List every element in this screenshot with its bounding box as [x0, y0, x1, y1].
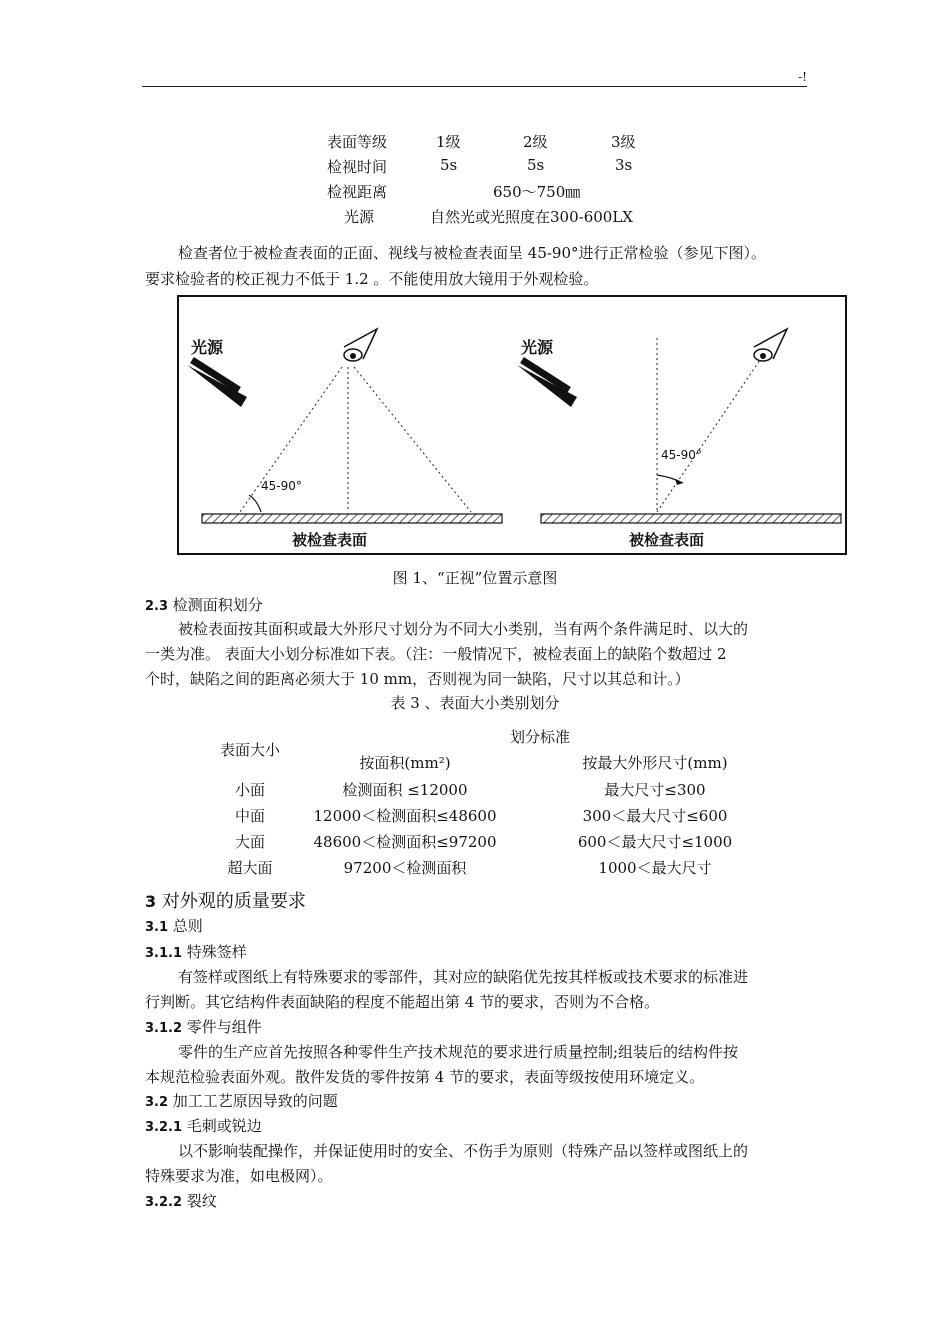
body-line: 零件的生产应首先按照各种零件生产技术规范的要求进行质量控制;组装后的结构件按 — [178, 1043, 739, 1061]
grade-span-cell: 自然光或光照度在300-600LX — [430, 208, 633, 226]
angle-label-left: 45-90° — [261, 479, 302, 493]
light-label-left: 光源 — [191, 338, 224, 357]
section-3-2-1-heading: 3.2.1 毛刺或锐边 — [145, 1117, 262, 1135]
section-3-1-1-heading: 3.1.1 特殊签样 — [145, 943, 247, 961]
grade-row-label: 光源 — [344, 208, 375, 226]
table3-row-dim: 600＜最大尺寸≤1000 — [577, 833, 733, 851]
table3-row-area: 检测面积 ≤12000 — [342, 781, 468, 799]
figure-caption: 图 1、“正视”位置示意图 — [392, 569, 558, 587]
surface-right — [541, 514, 841, 523]
body-line: 个时，缺陷之间的距离必须大于 10 mm，否则视为同一缺陷，尺寸以其总和计。） — [145, 670, 690, 688]
section-3-1-heading: 3.1 总则 — [145, 917, 203, 935]
light-label-right: 光源 — [521, 338, 554, 357]
body-line: 一类为准。 表面大小划分标准如下表。（注：一般情况下，被检表面上的缺陷个数超过 2 — [145, 645, 727, 663]
grade-cell: 3s — [615, 156, 633, 174]
table3-row-name: 大面 — [234, 833, 265, 851]
table3-row-dim: 最大尺寸≤300 — [604, 781, 706, 799]
body-line: 以不影响装配操作，并保证使用时的安全、不伤手为原则（特殊产品以签样或图纸上的 — [178, 1142, 749, 1160]
grade-cell: 3级 — [611, 133, 636, 151]
surface-left — [202, 514, 502, 523]
table3-row-dim: 1000＜最大尺寸 — [598, 859, 712, 877]
table3-row-dim: 300＜最大尺寸≤600 — [582, 807, 728, 825]
table3-row-area: 12000＜检测面积≤48600 — [313, 807, 497, 825]
intro-line: 检查者位于被检查表面的正面、视线与被检查表面呈 45-90°进行正常检验（参见下图）。 — [178, 244, 767, 262]
table3-row-name: 中面 — [234, 807, 265, 825]
table3-row-name: 小面 — [234, 781, 265, 799]
body-line: 特殊要求为准，如电极网）。 — [145, 1167, 333, 1185]
grade-cell: 1级 — [436, 133, 461, 151]
angle-label-right: 45-90° — [661, 448, 702, 462]
section-3-2-heading: 3.2 加工工艺原因导致的问题 — [145, 1092, 338, 1110]
section-3-1-2-heading: 3.1.2 零件与组件 — [145, 1018, 262, 1036]
section-2-3-heading: 2.3 检测面积划分 — [145, 596, 263, 614]
section-3-heading: 3 对外观的质量要求 — [145, 891, 306, 912]
body-line: 被检表面按其面积或最大外形尺寸划分为不同大小类别，当有两个条件满足时、以大的 — [178, 620, 749, 638]
grade-span-cell: 650～750㎜ — [493, 183, 581, 201]
table3-caption: 表 3 、表面大小类别划分 — [390, 694, 560, 712]
viewing-position-figure — [177, 295, 847, 555]
body-line: 有签样或图纸上有特殊要求的零部件，其对应的缺陷优先按其样板或技术要求的标准进 — [178, 968, 749, 986]
surface-label-left: 被检查表面 — [292, 531, 368, 549]
body-line: 行判断。其它结构件表面缺陷的程度不能超出第 4 节的要求，否则为不合格。 — [145, 993, 660, 1011]
page-header-mark: -! — [798, 70, 807, 84]
grade-row-label: 表面等级 — [327, 133, 388, 151]
surface-label-right: 被检查表面 — [629, 531, 705, 549]
grade-row-label: 检视时间 — [327, 158, 388, 176]
grade-cell: 2级 — [523, 133, 548, 151]
intro-line: 要求检验者的校正视力不低于 1.2 。不能使用放大镜用于外观检验。 — [145, 270, 599, 288]
table3-row-name: 超大面 — [227, 859, 273, 877]
grade-cell: 5s — [527, 156, 545, 174]
table3-header-dim: 按最大外形尺寸(mm) — [582, 754, 728, 772]
grade-row-label: 检视距离 — [327, 183, 388, 201]
table3-header-area: 按面积(mm²) — [359, 754, 451, 772]
section-3-2-2-heading: 3.2.2 裂纹 — [145, 1192, 217, 1210]
table3-row-area: 97200＜检测面积 — [343, 859, 467, 877]
header-rule — [142, 86, 807, 87]
table3-header-size: 表面大小 — [219, 741, 280, 759]
grade-cell: 5s — [440, 156, 458, 174]
table3-header-std: 划分标准 — [509, 728, 570, 746]
figure-drawing — [177, 295, 847, 555]
table3-row-area: 48600＜检测面积≤97200 — [313, 833, 497, 851]
body-line: 本规范检验表面外观。散件发货的零件按第 4 节的要求，表面等级按使用环境定义。 — [145, 1068, 705, 1086]
